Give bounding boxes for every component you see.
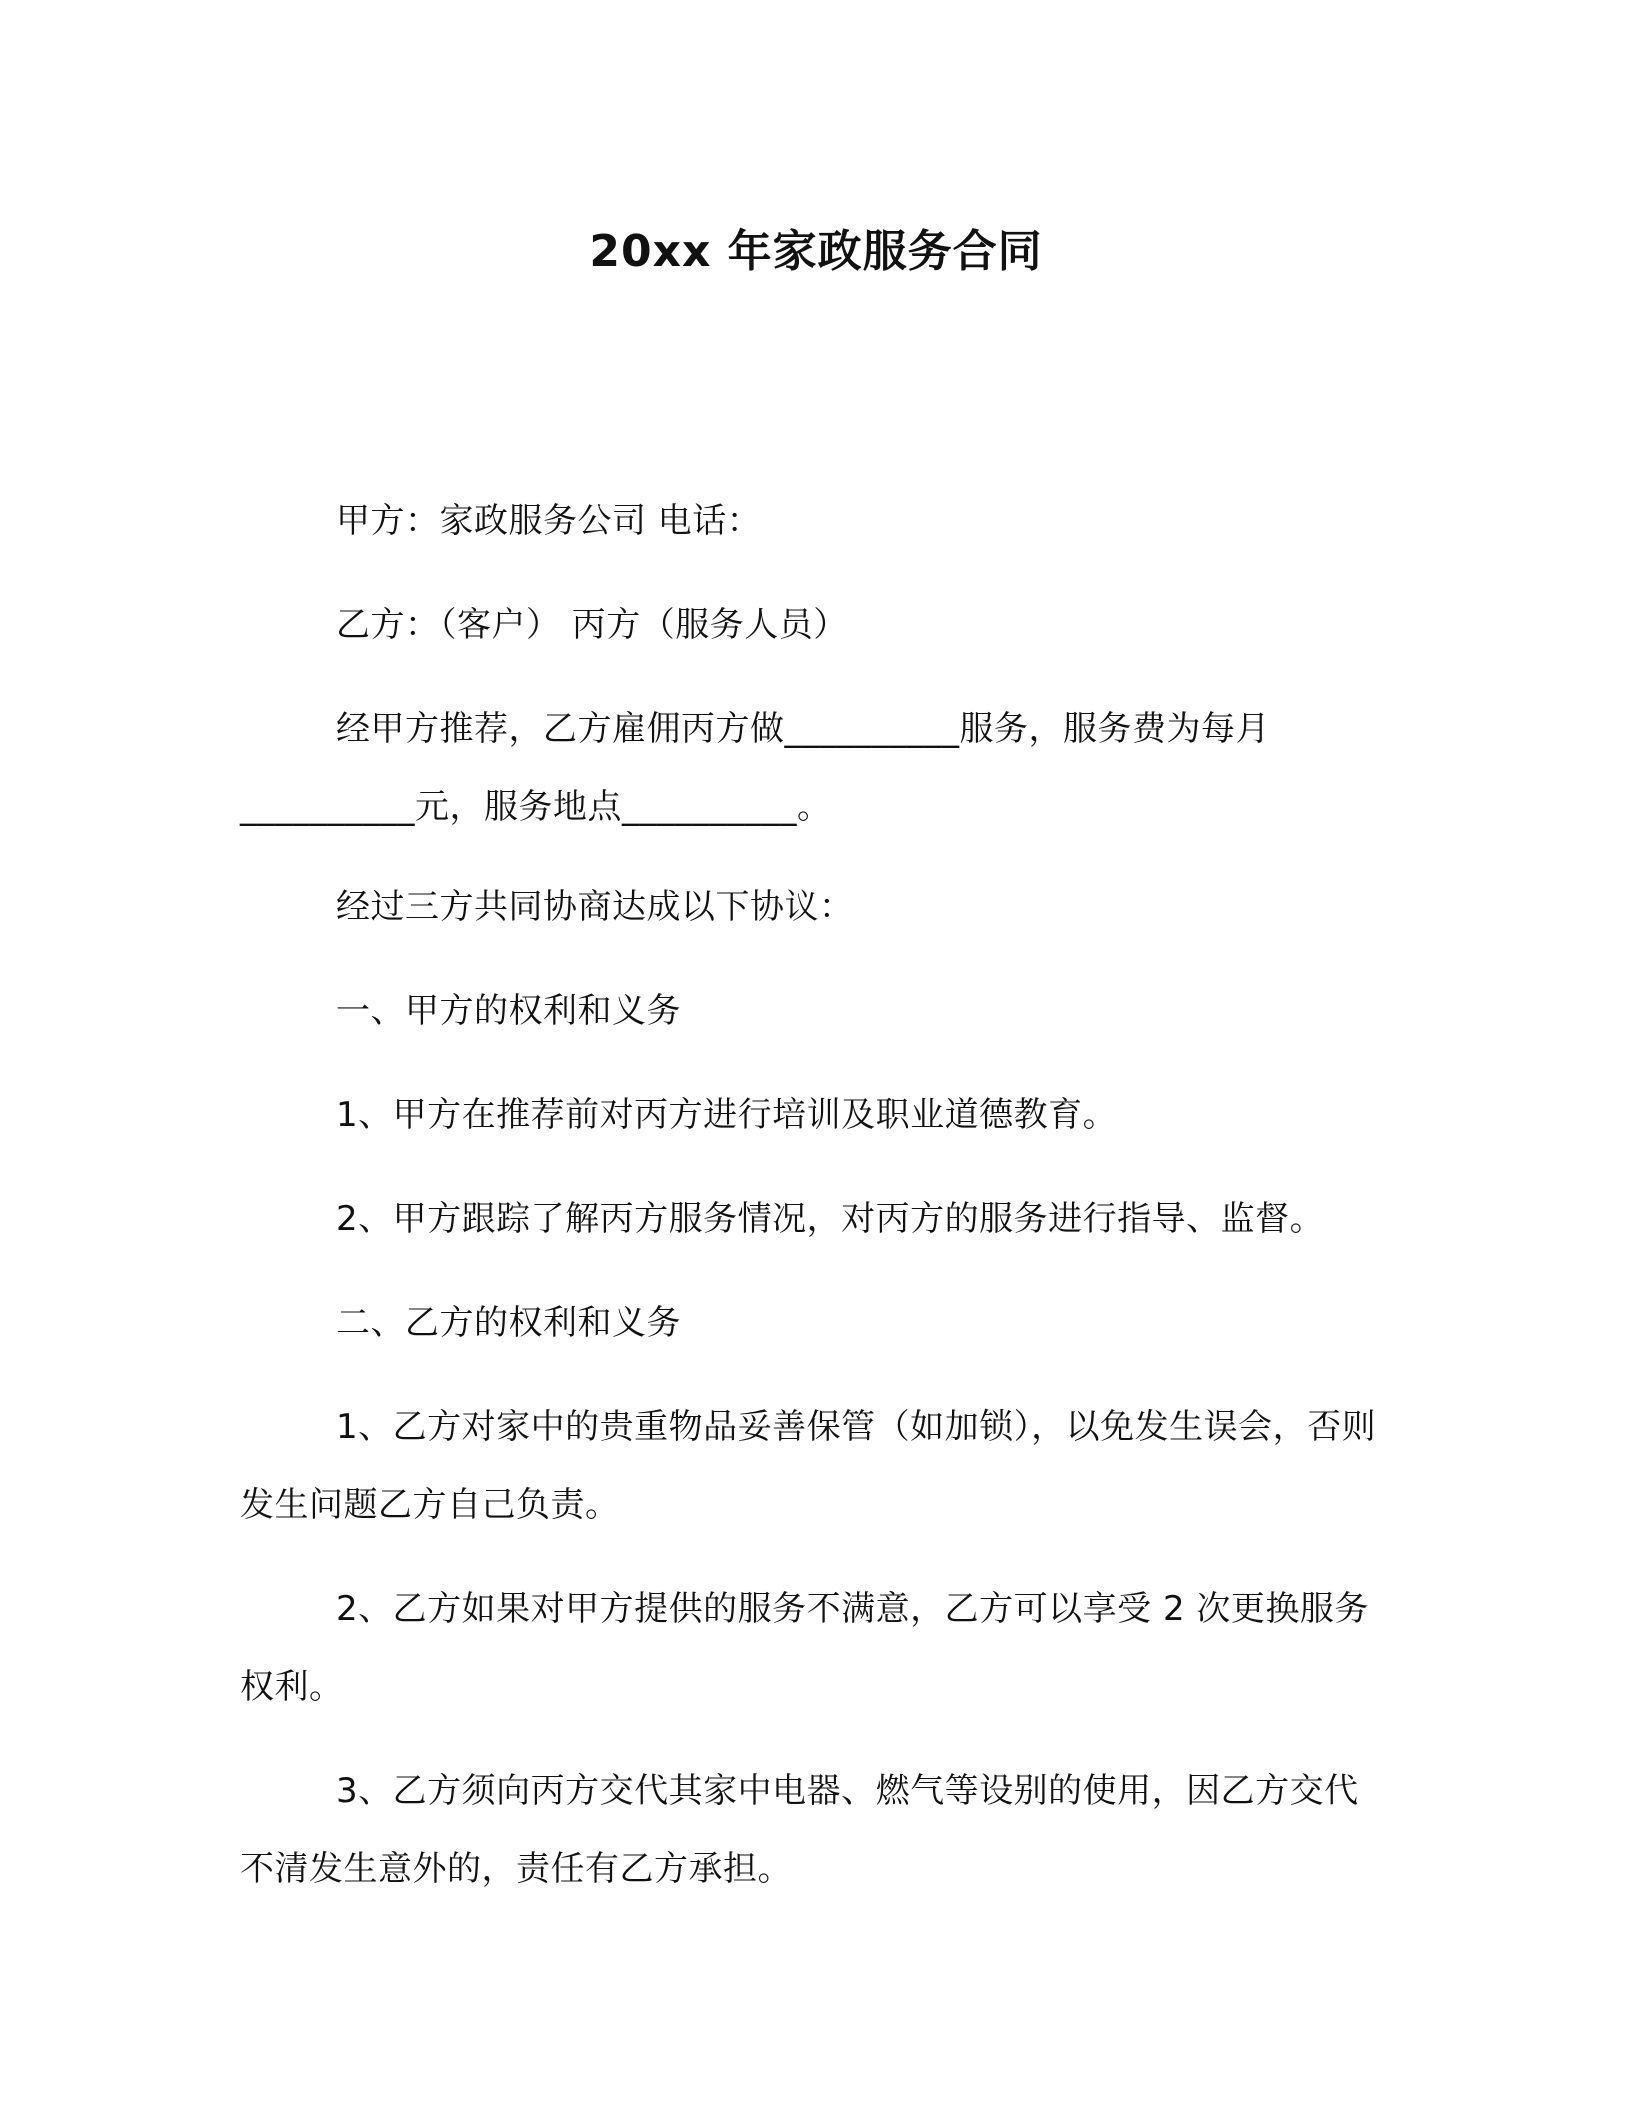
agreement-intro: 经过三方共同协商达成以下协议： xyxy=(336,887,854,927)
document-title: 20xx 年家政服务合同 xyxy=(589,226,1043,277)
party-a-clause-2: 2、甲方跟踪了解丙方服务情况，对丙方的服务进行指导、监督。 xyxy=(336,1199,1325,1239)
party-b-clause-3: 3、乙方须向丙方交代其家中电器、燃气等设别的使用，因乙方交代不清发生意外的，责任有乙方承担。 xyxy=(240,1771,1359,1889)
section-heading-party-a: 一、甲方的权利和义务 xyxy=(336,991,681,1031)
party-a-clause-1: 1、甲方在推荐前对丙方进行培训及职业道德教育。 xyxy=(336,1095,1118,1135)
section-heading-party-b: 二、乙方的权利和义务 xyxy=(336,1303,681,1343)
party-b-clause-1: 1、乙方对家中的贵重物品妥善保管（如加锁），以免发生误会，否则发生问题乙方自己负责。 xyxy=(240,1407,1377,1525)
service-terms-paragraph: 经甲方推荐，乙方雇佣丙方做__________服务，服务费为每月__________元，服务地点__________。 xyxy=(240,709,1270,827)
party-b-c-line: 乙方：（客户） 丙方（服务人员） xyxy=(336,605,848,645)
party-b-clause-2: 2、乙方如果对甲方提供的服务不满意，乙方可以享受 2 次更换服务权利。 xyxy=(240,1589,1369,1707)
party-a-line: 甲方：家政服务公司 电话： xyxy=(336,501,762,541)
